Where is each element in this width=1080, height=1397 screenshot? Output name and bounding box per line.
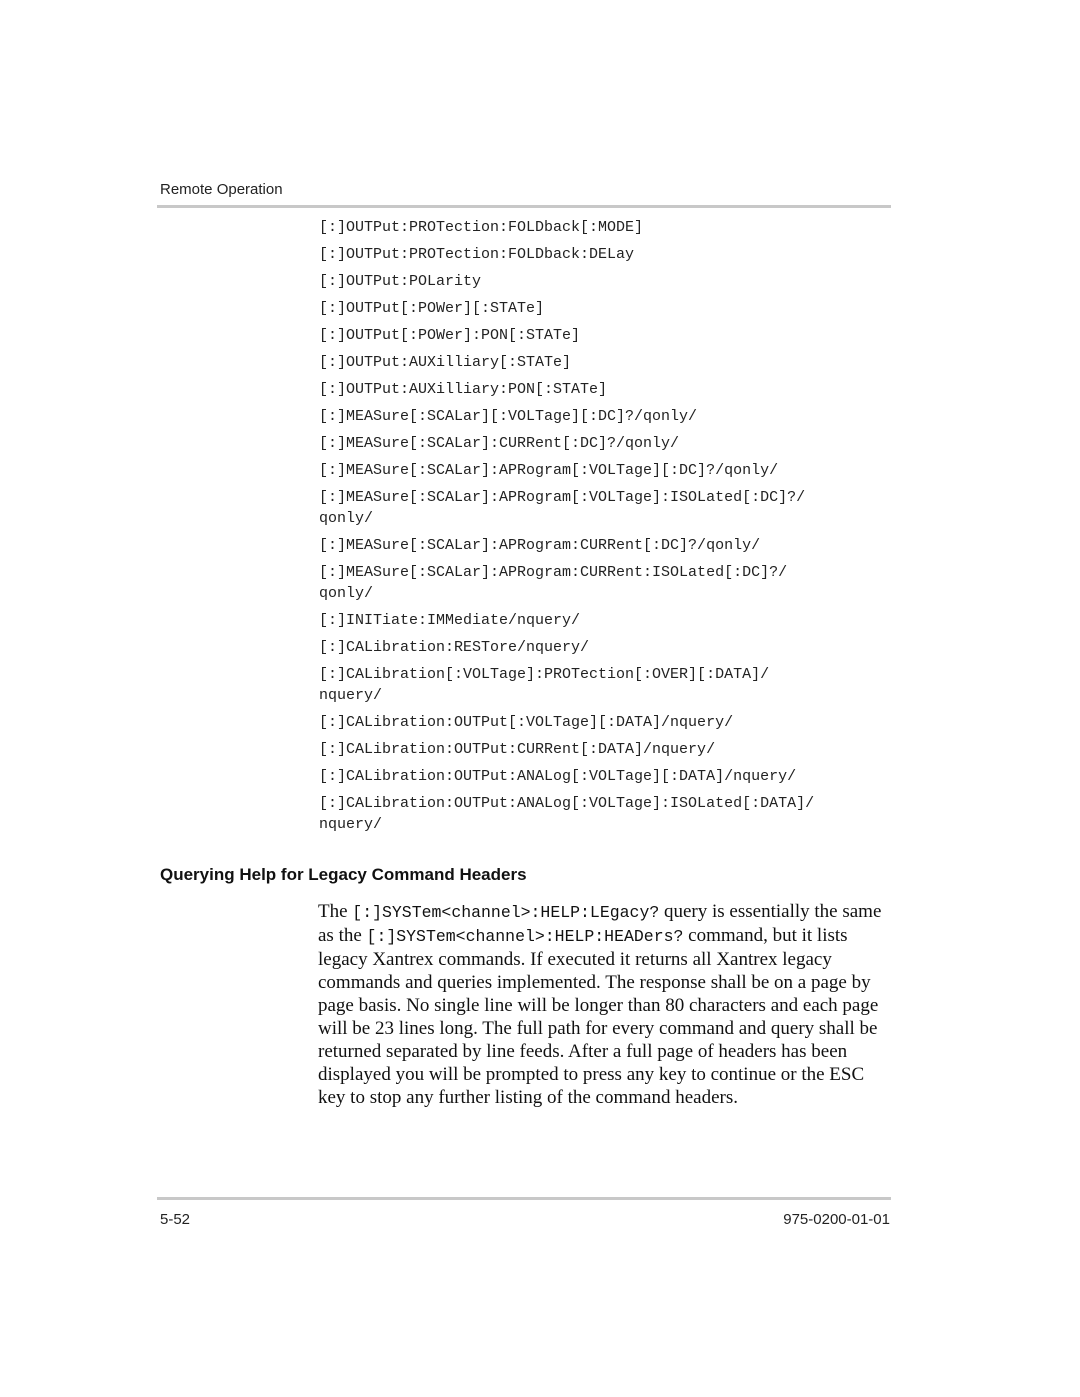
para-mid-text: query is essentially the same as the xyxy=(318,901,882,946)
command-item: [:]MEASure[:SCALar]:APRogram[:VOLTage][:DC]?/qonly/ xyxy=(319,462,779,479)
command-item: [:]MEASure[:SCALar]:APRogram:CURRent[:DC]?/qonly/ xyxy=(319,537,761,554)
command-item: [:]MEASure[:SCALar][:VOLTage][:DC]?/qonly/ xyxy=(319,408,698,425)
para-rest-text: command, but it lists legacy Xantrex commands. If executed it returns all Xantrex legacy commands and queries implemented. The response shall be on a page by page basis. No single line will be longer than 80 characters and each page will be 23 lines long. The full path for every command and query shall be returned separated by line feeds. After a full page of headers has been displayed you will be prompted to press any key to continue or the ESC key to stop any further listing of the command headers. xyxy=(318,925,879,1108)
command-item: [:]CALibration:RESTore/nquery/ xyxy=(319,639,590,656)
document-number: 975-0200-01-01 xyxy=(783,1211,890,1228)
command-item: [:]OUTPut[:POWer][:STATe] xyxy=(319,300,545,317)
command-list xyxy=(319,217,889,841)
command-item: [:]OUTPut:AUXilliary[:STATe] xyxy=(319,354,572,371)
command-item: [:]CALibration[:VOLTage]:PROTection[:OVER][:DATA]/ nquery/ xyxy=(319,666,770,704)
command-item: [:]OUTPut:PROTection:FOLDback:DELay xyxy=(319,246,635,263)
command-item: [:]CALibration:OUTPut:ANALog[:VOLTage]:ISOLated[:DATA]/ nquery/ xyxy=(319,795,815,833)
body-paragraph xyxy=(318,900,893,1109)
running-header: Remote Operation xyxy=(160,181,283,198)
para-lead-text: The xyxy=(318,901,353,922)
command-item: [:]OUTPut:POLarity xyxy=(319,273,482,290)
inline-code-legacy: [:]SYSTem<channel>:HELP:LEgacy? xyxy=(352,903,660,922)
header-rule xyxy=(157,205,891,208)
section-heading: Querying Help for Legacy Command Headers xyxy=(160,865,527,884)
command-item: [:]MEASure[:SCALar]:APRogram:CURRent:ISOLated[:DC]?/ qonly/ xyxy=(319,564,788,602)
command-item: [:]CALibration:OUTPut[:VOLTage][:DATA]/nquery/ xyxy=(319,714,734,731)
command-item: [:]INITiate:IMMediate/nquery/ xyxy=(319,612,581,629)
command-item: [:]OUTPut:AUXilliary:PON[:STATe] xyxy=(319,381,608,398)
command-item: [:]CALibration:OUTPut:ANALog[:VOLTage][:DATA]/nquery/ xyxy=(319,768,797,785)
command-item: [:]OUTPut[:POWer]:PON[:STATe] xyxy=(319,327,581,344)
command-item: [:]MEASure[:SCALar]:APRogram[:VOLTage]:ISOLated[:DC]?/ qonly/ xyxy=(319,489,806,527)
command-item: [:]MEASure[:SCALar]:CURRent[:DC]?/qonly/ xyxy=(319,435,680,452)
command-item: [:]OUTPut:PROTection:FOLDback[:MODE] xyxy=(319,219,644,236)
inline-code-headers: [:]SYSTem<channel>:HELP:HEADers? xyxy=(366,927,684,946)
footer-rule xyxy=(157,1197,891,1200)
page-number: 5-52 xyxy=(160,1211,191,1228)
command-item: [:]CALibration:OUTPut:CURRent[:DATA]/nquery/ xyxy=(319,741,716,758)
